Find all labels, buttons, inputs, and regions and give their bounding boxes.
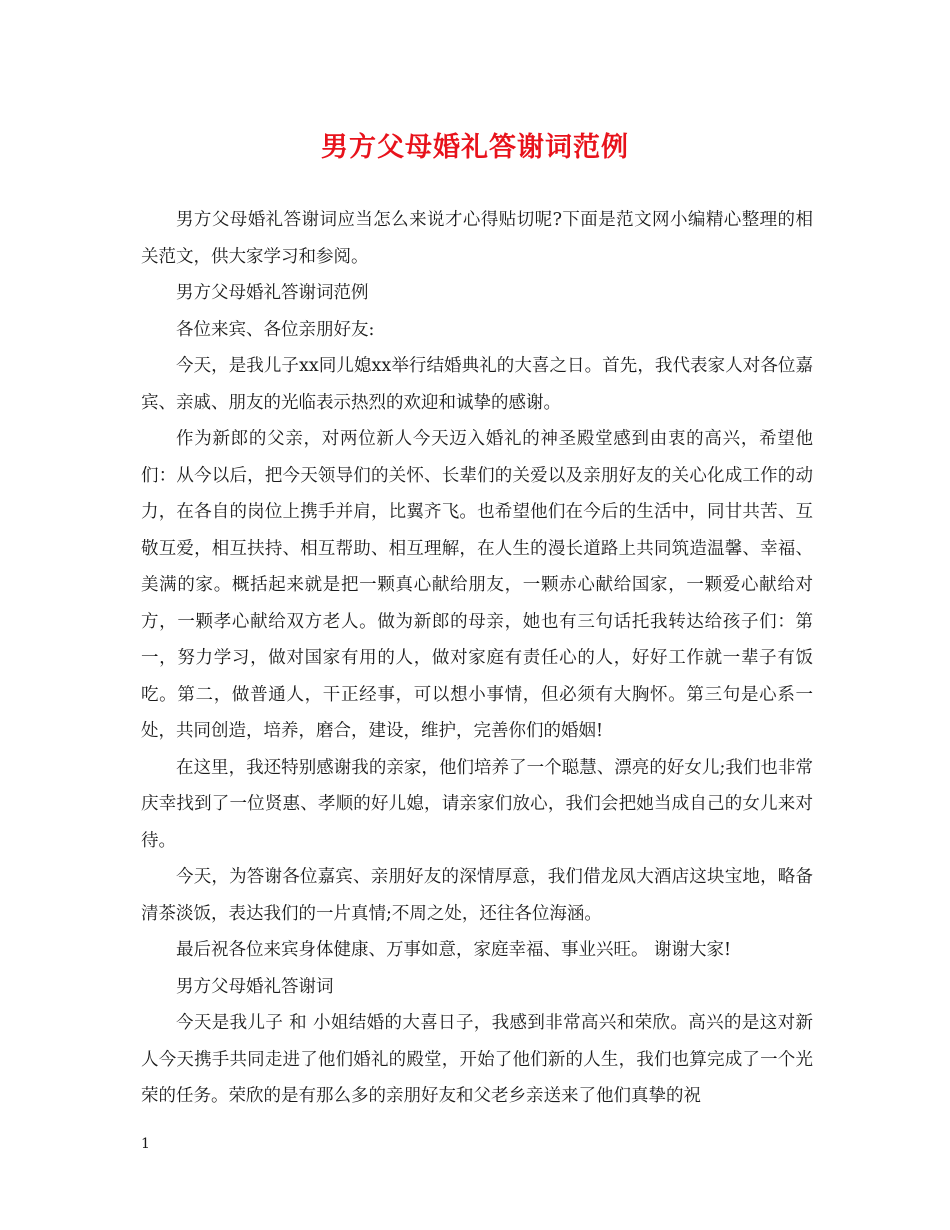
page-number: 1 (141, 1136, 150, 1152)
paragraph-welcome: 今天，是我儿子xx同儿媳xx举行结婚典礼的大喜之日。首先，我代表家人对各位嘉宾、亲戚、朋友的光临表示热烈的欢迎和诚挚的感谢。 (141, 356, 813, 413)
paragraph-second-speech: 今天是我儿子 和 小姐结婚的大喜日子，我感到非常高兴和荣欣。高兴的是这对新人今天携手共同走进了他们婚礼的殿堂，开始了他们新的人生，我们也算完成了一个光荣的任务。荣欣的是有那么多的亲朋好友和父老乡亲送来了他们真挚的祝 (141, 1013, 813, 1106)
paragraph-father-wishes: 作为新郎的父亲，对两位新人今天迈入婚礼的神圣殿堂感到由衷的高兴，希望他们：从今以后，把今天领导们的关怀、长辈们的关爱以及亲朋好友的关心化成工作的动力，在各自的岗位上携手并肩，比翼齐飞。也希望他们在今后的生活中，同甘共苦、互敬互爱，相互扶持、相互帮助、相互理解，在人生的漫长道路上共同筑造温馨、幸福、美满的家。概括起来就是把一颗真心献给朋友，一颗赤心献给国家，一颗爱心献给对方，一颗孝心献给双方老人。做为新郎的母亲，她也有三句话托我转达给孩子们：第一，努力学习，做对国家有用的人，做对家庭有责任心的人，好好工作就一辈子有饭吃。第二，做普通人，干正经事，可以想小事情，但必须有大胸怀。第三句是心系一处，共同创造，培养，磨合，建设，维护，完善你们的婚姻! (141, 429, 813, 741)
paragraph-intro: 男方父母婚礼答谢词应当怎么来说才心得贴切呢?下面是范文网小编精心整理的相关范文，供大家学习和参阅。 (141, 210, 813, 267)
paragraph-subheading-example: 男方父母婚礼答谢词范例 (176, 283, 369, 303)
paragraph-subheading-speech: 男方父母婚礼答谢词 (176, 976, 334, 997)
document-title: 男方父母婚礼答谢词范例 (321, 132, 629, 163)
document-body (141, 202, 813, 1115)
paragraph-greeting: 各位来宾、各位亲朋好友: (176, 319, 375, 340)
paragraph-thanks-in-laws: 在这里，我还特别感谢我的亲家，他们培养了一个聪慧、漂亮的好女儿;我们也非常庆幸找到了一位贤惠、孝顺的好儿媳，请亲家们放心，我们会把她当成自己的女儿来对待。 (141, 757, 813, 851)
paragraph-closing-wishes: 最后祝各位来宾身体健康、万事如意，家庭幸福、事业兴旺。 谢谢大家! (176, 940, 732, 960)
paragraph-banquet-thanks: 今天，为答谢各位嘉宾、亲朋好友的深情厚意，我们借龙凤大酒店这块宝地，略备清茶淡饭，表达我们的一片真情;不周之处，还往各位海涵。 (141, 867, 813, 924)
